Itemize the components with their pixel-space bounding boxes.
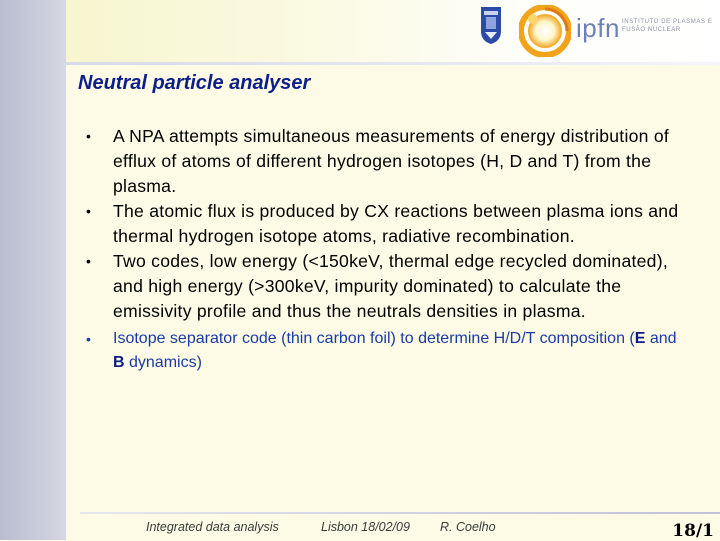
ipfn-ring-logo-icon [519, 5, 571, 57]
slide-title: Neutral particle analyser [78, 72, 311, 94]
title-divider [66, 62, 720, 65]
ist-logo-icon [480, 5, 502, 45]
footer-course: Integrated data analysis [146, 520, 279, 534]
bullet-text-part: Isotope separator code (thin carbon foil) to determine H/D/T composition ( [113, 330, 635, 347]
bullet-text: A NPA attempts simultaneous measurements of energy distribution of efflux of atoms of different hydrogen isotopes (H, D and T) from the plasma. [113, 126, 669, 196]
bullet-item [86, 124, 686, 199]
footer-divider [80, 512, 720, 514]
bullet-dot-icon: • [86, 331, 91, 347]
ipfn-logo-text: ipfn [576, 13, 620, 43]
bullet-dot-icon: • [86, 128, 92, 144]
bullet-dot-icon: • [86, 203, 92, 219]
slide-number: 18/1 [672, 521, 714, 541]
bullet-text: Two codes, low energy (<150keV, thermal edge recycled dominated), and high energy (>300keV, impurity dominated) to calculate the emissivity profile and thus the neutrals densities in plasma. [113, 251, 668, 321]
bullet-bold-e: E [634, 330, 646, 347]
ipfn-logo-subtitle: INSTITUTO DE PLASMAS E FUSÃO NUCLEAR [622, 19, 713, 33]
bullet-item [86, 249, 686, 324]
bullet-list [86, 124, 686, 375]
bullet-item [86, 199, 686, 249]
bullet-bold-b: B [113, 354, 125, 371]
footer-place-date: Lisbon 18/02/09 [321, 520, 410, 534]
footer-author: R. Coelho [440, 520, 496, 534]
bullet-text-part: dynamics) [124, 354, 202, 371]
bullet-text: The atomic flux is produced by CX reactions between plasma ions and thermal hydrogen isotope atoms, radiative recombination. [113, 201, 679, 246]
bullet-dot-icon: • [86, 253, 92, 269]
left-sidebar-strip [0, 0, 66, 540]
bullet-text-part: and [645, 330, 677, 347]
bullet-item-highlight [86, 327, 686, 375]
